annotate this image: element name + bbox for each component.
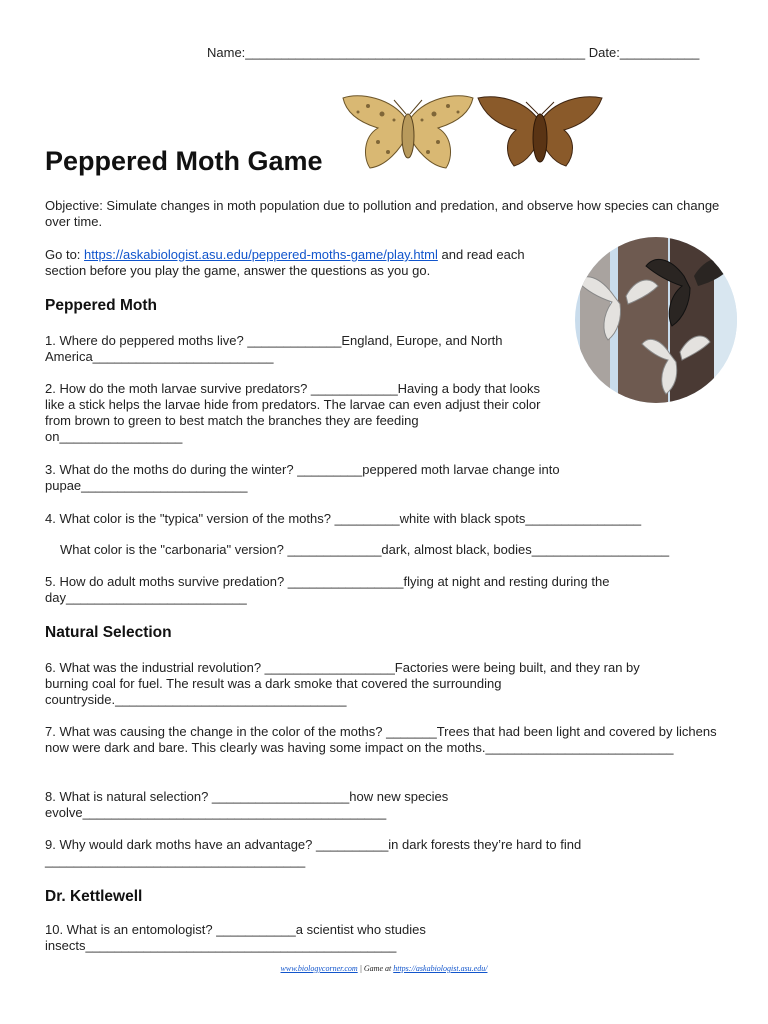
question-3: 3. What do the moths do during the winter? _________peppered moth larvae change into pupae_______________________	[45, 462, 560, 493]
name-date-line	[207, 45, 699, 60]
goto-text	[45, 247, 555, 279]
question-2: 2. How do the moth larvae survive predators? ____________Having a body that looks like a stick helps the larvae hide from predators. The larvae can even adjust their color from brown to green to best match the branches they are feeding on_________________	[45, 381, 541, 444]
question-9: 9. Why would dark moths have an advantage? __________in dark forests they’re hard to find ____________________________________	[45, 837, 582, 868]
game-link[interactable]: https://askabiologist.asu.edu/peppered-moths-game/play.html	[84, 247, 438, 262]
moths-on-trees-image	[574, 236, 738, 404]
footer-game-link[interactable]: https://askabiologist.asu.edu/	[393, 964, 488, 973]
question-5: 5. How do adult moths survive predation? ________________flying at night and resting during the day_________________________	[45, 574, 610, 605]
name-blank[interactable]: _______________________________________________	[245, 45, 586, 60]
page-title: Peppered Moth Game	[45, 146, 323, 176]
question-1: 1. Where do peppered moths live? _____________England, Europe, and North America_________________________	[45, 333, 503, 364]
footer-site-link[interactable]: www.biologycorner.com	[280, 964, 358, 973]
question-4b: What color is the "carbonaria" version? _____________dark, almost black, bodies___________________	[60, 542, 670, 557]
section-heading-natural-selection: Natural Selection	[45, 624, 172, 641]
section-heading-kettlewell: Dr. Kettlewell	[45, 888, 143, 905]
date-blank[interactable]: ___________	[619, 45, 700, 60]
dark-moth-image	[478, 97, 602, 166]
question-8: 8. What is natural selection? ___________________how new species evolve__________________________________________	[45, 789, 449, 820]
light-moth-image	[343, 96, 473, 168]
question-4: 4. What color is the "typica" version of the moths? _________white with black spots________________	[45, 511, 642, 526]
question-6: 6. What was the industrial revolution? __________________Factories were being built, and they ran by burning coal for fuel. The result was a dark smoke that covered the surrounding countryside.________________________________	[45, 660, 640, 707]
name-label: Name:	[207, 45, 246, 60]
goto-prefix: Go to:	[45, 247, 85, 262]
footer-separator: | Game at	[357, 964, 394, 973]
question-10: 10. What is an entomologist? ___________a scientist who studies insects___________________________________________	[45, 922, 426, 953]
date-label: Date:	[588, 45, 620, 60]
footer	[0, 964, 768, 973]
objective-text: Objective: Simulate changes in moth population due to pollution and predation, and observe how species can change over time.	[45, 198, 720, 229]
section-heading-peppered-moth: Peppered Moth	[45, 297, 157, 314]
goto-suffix: and read each section before you play the game, answer the questions as you go.	[45, 247, 525, 278]
moth-illustrations	[338, 92, 606, 176]
question-7: 7. What was causing the change in the color of the moths? _______Trees that had been light and covered by lichens now were dark and bare. This clearly was having some impact on the moths.__________________________	[45, 724, 717, 755]
